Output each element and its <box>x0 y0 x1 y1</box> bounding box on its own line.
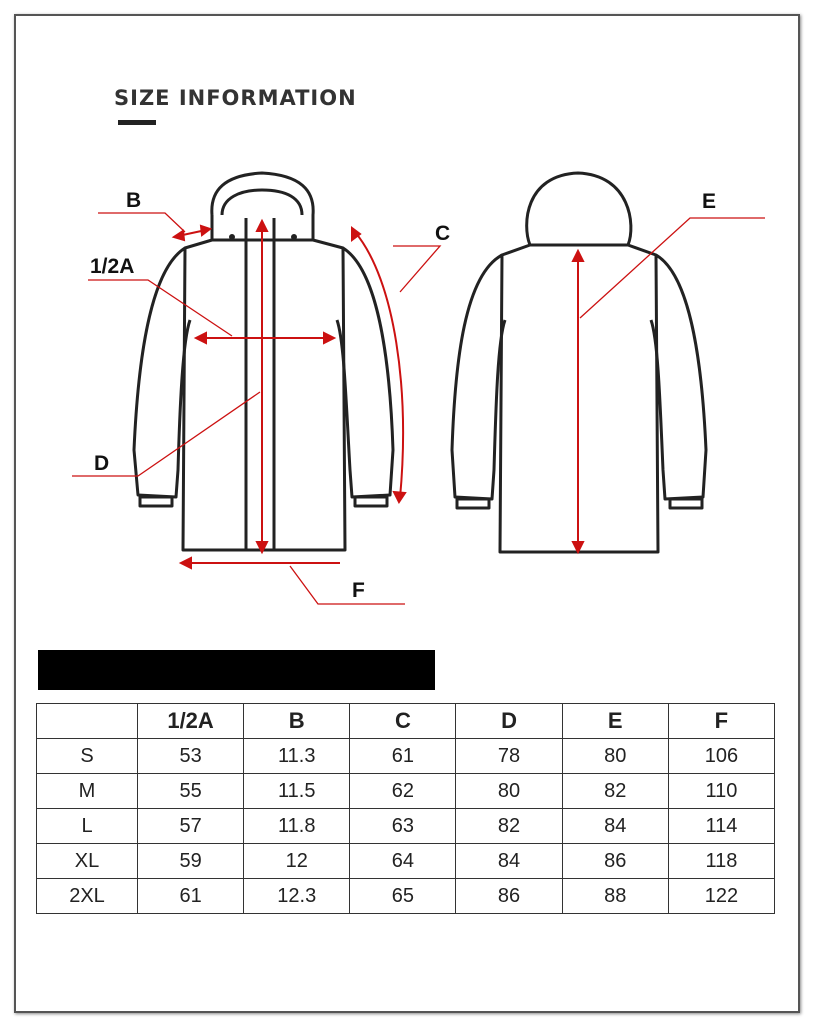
table-cell: 86 <box>456 879 562 914</box>
table-cell: 82 <box>456 809 562 844</box>
measurement-lines <box>174 221 583 568</box>
size-cell: XL <box>37 844 138 879</box>
table-header: 1/2A <box>138 704 244 739</box>
table-cell: 118 <box>668 844 774 879</box>
size-cell: 2XL <box>37 879 138 914</box>
table-cell: 84 <box>456 844 562 879</box>
size-cell: L <box>37 809 138 844</box>
table-header: D <box>456 704 562 739</box>
table-cell: 110 <box>668 774 774 809</box>
table-cell: 122 <box>668 879 774 914</box>
table-header: E <box>562 704 668 739</box>
size-table <box>36 703 775 914</box>
table-cell: 63 <box>350 809 456 844</box>
size-cell: S <box>37 739 138 774</box>
table-cell: 59 <box>138 844 244 879</box>
label-c: C <box>435 222 451 245</box>
size-cell: M <box>37 774 138 809</box>
table-row <box>37 739 775 774</box>
table-cell: 84 <box>562 809 668 844</box>
table-cell: 114 <box>668 809 774 844</box>
table-header: B <box>244 704 350 739</box>
table-cell: 82 <box>562 774 668 809</box>
table-header: F <box>668 704 774 739</box>
table-cell: 12 <box>244 844 350 879</box>
label-b: B <box>126 189 142 212</box>
table-cell: 80 <box>562 739 668 774</box>
table-cell: 78 <box>456 739 562 774</box>
table-cell: 53 <box>138 739 244 774</box>
table-cell: 88 <box>562 879 668 914</box>
table-row <box>37 844 775 879</box>
label-d: D <box>94 452 110 475</box>
table-header: C <box>350 704 456 739</box>
table-header-row <box>37 704 775 739</box>
table-row <box>37 879 775 914</box>
label-half-a: 1/2A <box>90 255 135 278</box>
label-f: F <box>352 579 365 602</box>
label-e: E <box>702 190 717 213</box>
table-cell: 86 <box>562 844 668 879</box>
table-cell: 57 <box>138 809 244 844</box>
table-cell: 12.3 <box>244 879 350 914</box>
table-cell: 11.5 <box>244 774 350 809</box>
table-cell: 61 <box>350 739 456 774</box>
table-cell: 11.8 <box>244 809 350 844</box>
table-cell: 61 <box>138 879 244 914</box>
table-row <box>37 809 775 844</box>
table-header <box>37 704 138 739</box>
redacted-banner <box>38 650 435 690</box>
table-cell: 55 <box>138 774 244 809</box>
table-cell: 65 <box>350 879 456 914</box>
page-title: SIZE INFORMATION <box>114 86 357 110</box>
table-cell: 80 <box>456 774 562 809</box>
table-cell: 106 <box>668 739 774 774</box>
table-cell: 64 <box>350 844 456 879</box>
table-cell: 11.3 <box>244 739 350 774</box>
table-row <box>37 774 775 809</box>
table-cell: 62 <box>350 774 456 809</box>
